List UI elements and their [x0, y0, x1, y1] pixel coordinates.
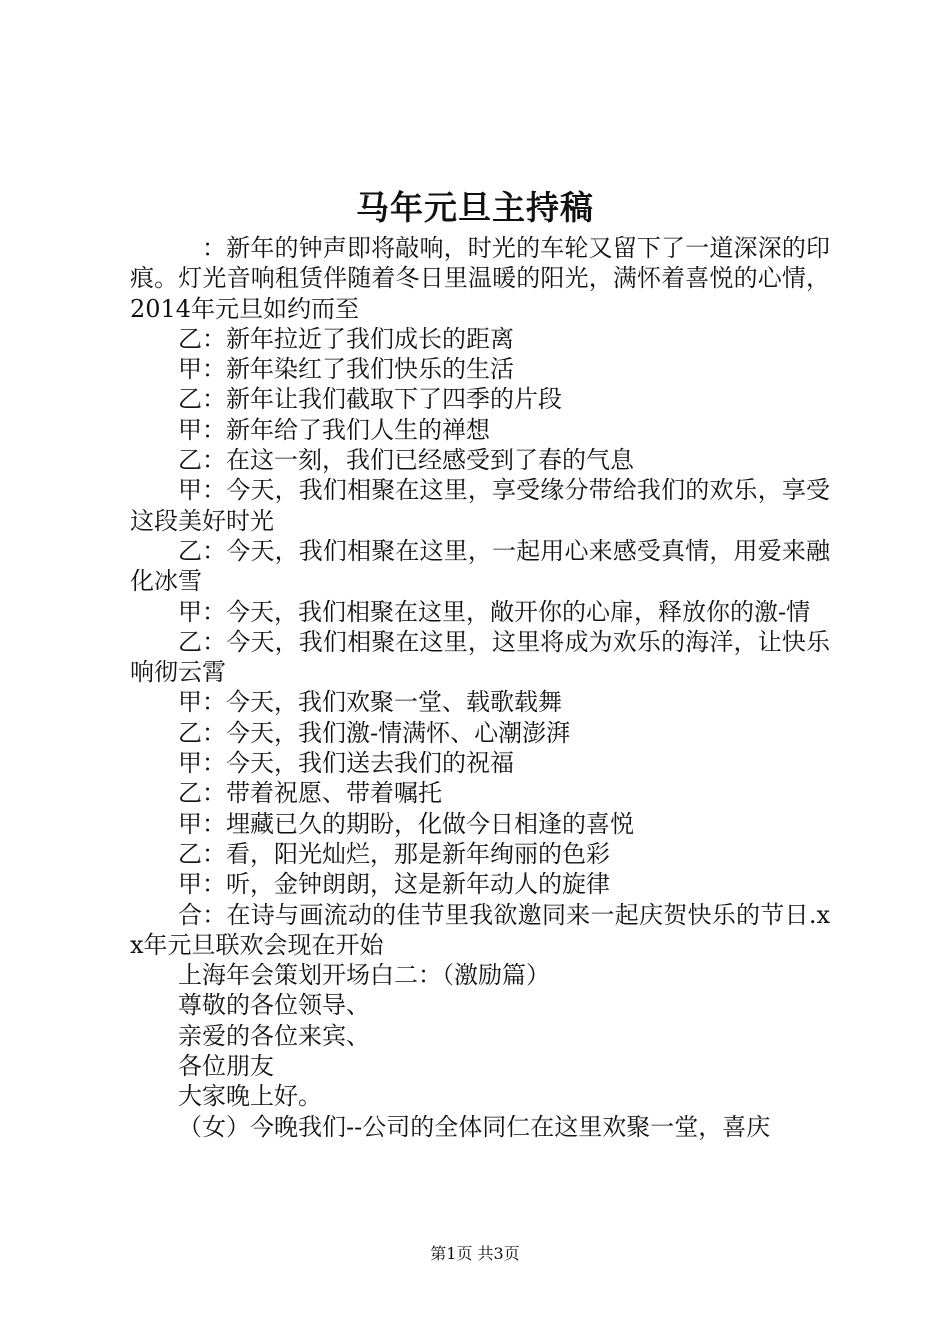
paragraph: 乙：今天，我们相聚在这里，这里将成为欢乐的海洋，让快乐响彻云霄	[130, 627, 830, 687]
paragraph: 甲：新年染红了我们快乐的生活	[178, 355, 514, 384]
paragraph: 乙：新年拉近了我们成长的距离	[178, 324, 514, 353]
paragraph: 乙：今天，我们相聚在这里，一起用心来感受真情，用爱来融化冰雪	[130, 536, 830, 596]
document-title: 马年元旦主持稿	[356, 188, 594, 227]
document-body	[130, 233, 830, 1142]
paragraph: 甲：新年给了我们人生的禅想	[178, 415, 490, 444]
paragraph: 乙：带着祝愿、带着嘱托	[178, 779, 442, 808]
paragraph: 尊敬的各位领导、	[178, 991, 370, 1020]
paragraph: 甲：今天，我们送去我们的祝福	[178, 749, 514, 778]
paragraph: 乙：今天，我们激-情满怀、心潮澎湃	[178, 718, 571, 747]
paragraph: 甲：听，金钟朗朗，这是新年动人的旋律	[178, 870, 610, 899]
paragraph: 合：在诗与画流动的佳节里我欲邀同来一起庆贺快乐的节日.xx年元旦联欢会现在开始	[130, 900, 830, 959]
paragraph: 甲：今天，我们欢聚一堂、载歌载舞	[178, 688, 562, 717]
paragraph: 上海年会策划开场白二：（激励篇）	[178, 961, 550, 990]
paragraph: 甲：埋藏已久的期盼，化做今日相逢的喜悦	[178, 809, 634, 838]
page-footer: 第1页 共3页	[430, 1244, 520, 1263]
paragraph: 乙：在这一刻，我们已经感受到了春的气息	[178, 446, 634, 475]
paragraph: 甲：今天，我们相聚在这里，享受缘分带给我们的欢乐，享受这段美好时光	[130, 476, 830, 535]
paragraph: （女）今晚我们--公司的全体同仁在这里欢聚一堂，喜庆	[178, 1112, 771, 1141]
paragraph: 大家晚上好。	[178, 1082, 322, 1111]
paragraph: 乙：看，阳光灿烂，那是新年绚丽的色彩	[178, 839, 610, 868]
paragraph: ：新年的钟声即将敲响，时光的车轮又留下了一道深深的印痕。灯光音响租赁伴随着冬日里温暖的阳光，满怀着喜悦的心情，2014年元旦如约而至	[130, 234, 830, 323]
paragraph: 亲爱的各位来宾、	[178, 1021, 370, 1050]
paragraph: 甲：今天，我们相聚在这里，敞开你的心扉，释放你的激-情	[178, 597, 811, 626]
paragraph: 各位朋友	[178, 1052, 274, 1081]
paragraph: 乙：新年让我们截取下了四季的片段	[178, 385, 562, 414]
